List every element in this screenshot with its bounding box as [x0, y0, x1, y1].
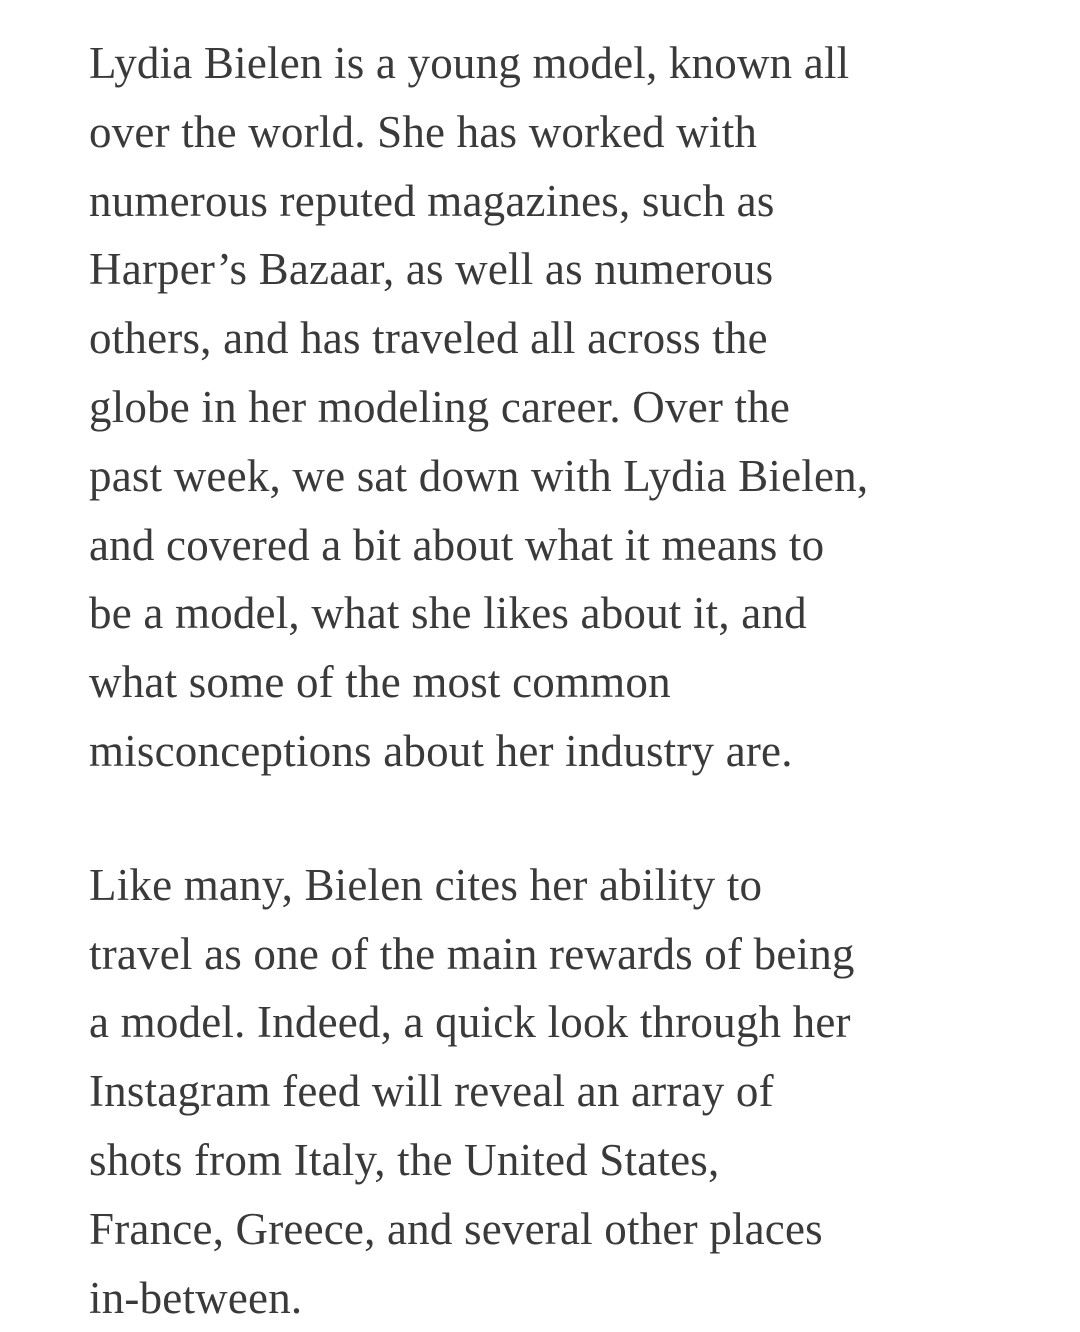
paragraph-line: shots from Italy, the United States, — [89, 1134, 720, 1185]
paragraph-line: over the world. She has worked with — [89, 106, 758, 157]
paragraph-line: France, Greece, and several other places — [89, 1203, 823, 1254]
paragraph-line: a model. Indeed, a quick look through her — [89, 997, 851, 1048]
paragraph-line: numerous reputed magazines, such as — [89, 175, 775, 226]
paragraph-line: past week, we sat down with Lydia Bielen, — [89, 450, 869, 501]
paragraph-line: misconceptions about her industry are. — [89, 725, 793, 776]
paragraph-line: globe in her modeling career. Over the — [89, 381, 791, 432]
paragraph-line: others, and has traveled all across the — [89, 313, 768, 364]
paragraph-line: Like many, Bielen cites her ability to — [89, 859, 763, 910]
paragraph-line: Instagram feed will reveal an array of — [89, 1066, 774, 1117]
paragraph-line: Harper’s Bazaar, as well as numerous — [89, 244, 774, 295]
paragraph-line: travel as one of the main rewards of being — [89, 928, 855, 979]
paragraph-1 — [89, 29, 1019, 786]
article-body — [89, 29, 1019, 1332]
paragraph-line: in-between. — [89, 1272, 303, 1323]
paragraph-2 — [89, 851, 1019, 1332]
paragraph-line: what some of the most common — [89, 657, 671, 708]
paragraph-line: be a model, what she likes about it, and — [89, 588, 807, 639]
paragraph-line: and covered a bit about what it means to — [89, 519, 825, 570]
paragraph-line: Lydia Bielen is a young model, known all — [89, 38, 850, 88]
